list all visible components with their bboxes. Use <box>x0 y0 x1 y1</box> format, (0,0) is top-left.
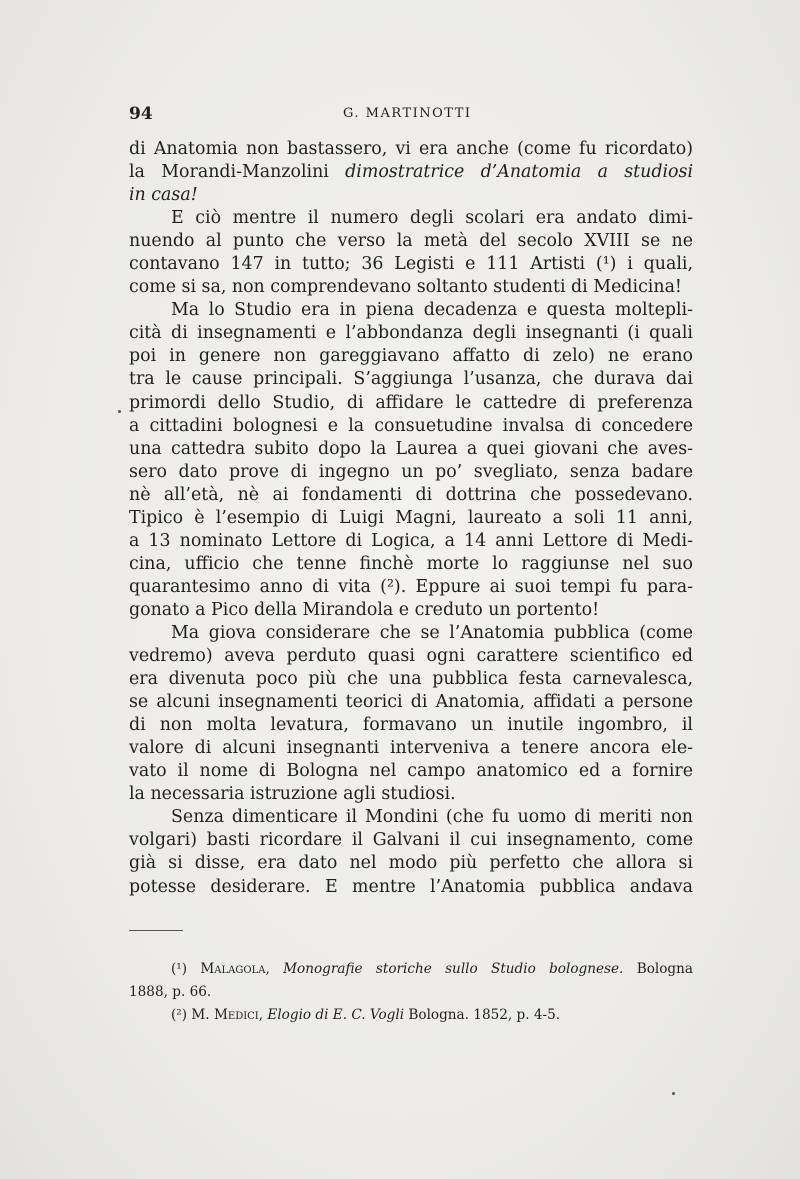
footnote-rest: Bologna <box>636 961 693 977</box>
page-number: 94 <box>129 104 153 124</box>
text-line: già si disse, era dato nel modo più perfetto che allora si <box>129 853 693 874</box>
footnote-rule <box>129 930 183 931</box>
footnote-1 <box>129 958 693 981</box>
text-line: gonato a Pico della Mirandola e creduto un portento! <box>129 599 600 620</box>
body-text <box>129 138 693 899</box>
text-line: vedremo) aveva perduto quasi ogni carattere scientifico ed <box>129 646 693 667</box>
text-line: poi in genere non gareggiavano affatto di zelo) ne erano <box>129 346 693 367</box>
italic-phrase: in casa! <box>129 185 198 206</box>
text-line: a cittadini bolognesi e la consuetudine invalsa di concedere <box>129 415 693 436</box>
text-line: potesse desiderare. E mentre l’Anatomia pubblica andava <box>129 876 693 897</box>
footnote-title: Elogio di E. C. Vogli <box>267 1007 405 1023</box>
text-line: cina, ufficio che tenne finchè morte lo raggiunse nel suo <box>129 553 693 574</box>
footnote-marker: (¹) <box>171 961 188 977</box>
text-line: una cattedra subito dopo la Laurea a quei giovani che aves- <box>129 438 693 459</box>
text-line: valore di alcuni insegnanti interveniva a tenere ancora ele- <box>129 738 693 759</box>
scan-speck <box>672 1092 675 1095</box>
text-line: quarantesimo anno di vita (²). Eppure ai suoi tempi fu para- <box>129 576 693 597</box>
text-line: vato il nome di Bologna nel campo anatomico ed a fornire <box>129 761 693 782</box>
text-line: di non molta levatura, formavano un inutile ingombro, il <box>129 715 693 736</box>
text-line: contavano 147 in tutto; 36 Legisti e 111 Artisti (¹) i quali, <box>129 254 693 275</box>
text-line: tra le cause principali. S’aggiunga l’usanza, che durava dai <box>129 369 693 390</box>
text-line: sero dato prove di ingegno un po’ svegliato, senza badare <box>129 461 693 482</box>
text-line: la necessaria istruzione agli studiosi. <box>129 784 456 805</box>
text-line: a 13 nominato Lettore di Logica, a 14 anni Lettore di Medi- <box>129 530 693 551</box>
text-line-prefix: la Morandi-Manzolini <box>129 162 346 183</box>
footnote-title: Monografie storiche sullo Studio bolognese. <box>283 961 624 977</box>
text-line: Ma giova considerare che se l’Anatomia pubblica (come <box>171 622 693 643</box>
text-line: era divenuta poco più che una pubblica festa carnevalesca, <box>129 669 693 690</box>
text-line: Senza dimenticare il Mondini (che fu uomo di meriti non <box>171 807 693 828</box>
text-line: nè all’età, nè ai fondamenti di dottrina che possedevano. <box>129 484 693 505</box>
text-line <box>129 161 693 184</box>
footnote-rest: Bologna. 1852, p. 4-5. <box>408 1007 561 1023</box>
page-header <box>129 104 693 128</box>
text-line: cità di insegnamenti e l’abbondanza degli insegnanti (i quali <box>129 323 693 344</box>
text-line: volgari) basti ricordare il Galvani il cui insegnamento, come <box>129 830 693 851</box>
footnote-author: Malagola, <box>200 961 270 977</box>
text-line: come si sa, non comprendevano soltanto studenti di Medicina! <box>129 277 682 298</box>
footnote-1-continuation: 1888, p. 66. <box>129 984 212 1000</box>
footnote-2 <box>129 1004 693 1027</box>
footnotes <box>129 958 693 1027</box>
text-line: nuendo al punto che verso la metà del secolo XVIII se ne <box>129 231 693 252</box>
footnote-author-initial: M. <box>191 1007 210 1023</box>
footnote-author: Medici, <box>213 1007 264 1023</box>
text-line: Tipico è l’esempio di Luigi Magni, laureato a soli 11 anni, <box>129 507 693 528</box>
scan-speck <box>118 410 121 413</box>
text-line: Ma lo Studio era in piena decadenza e questa moltepli- <box>171 300 693 321</box>
text-line: E ciò mentre il numero degli scolari era andato dimi- <box>171 208 693 229</box>
footnote-marker: (²) <box>171 1007 188 1023</box>
text-line: se alcuni insegnamenti teorici di Anatomia, affidati a persone <box>129 692 693 713</box>
italic-phrase: dimostratrice d’Anatomia a studiosi <box>345 162 693 183</box>
text-line: di Anatomia non bastassero, vi era anche (come fu ricordato) <box>129 139 693 159</box>
text-line <box>129 184 693 207</box>
running-head: G. MARTINOTTI <box>343 106 472 121</box>
text-line: primordi dello Studio, di affidare le cattedre di preferenza <box>129 392 693 413</box>
